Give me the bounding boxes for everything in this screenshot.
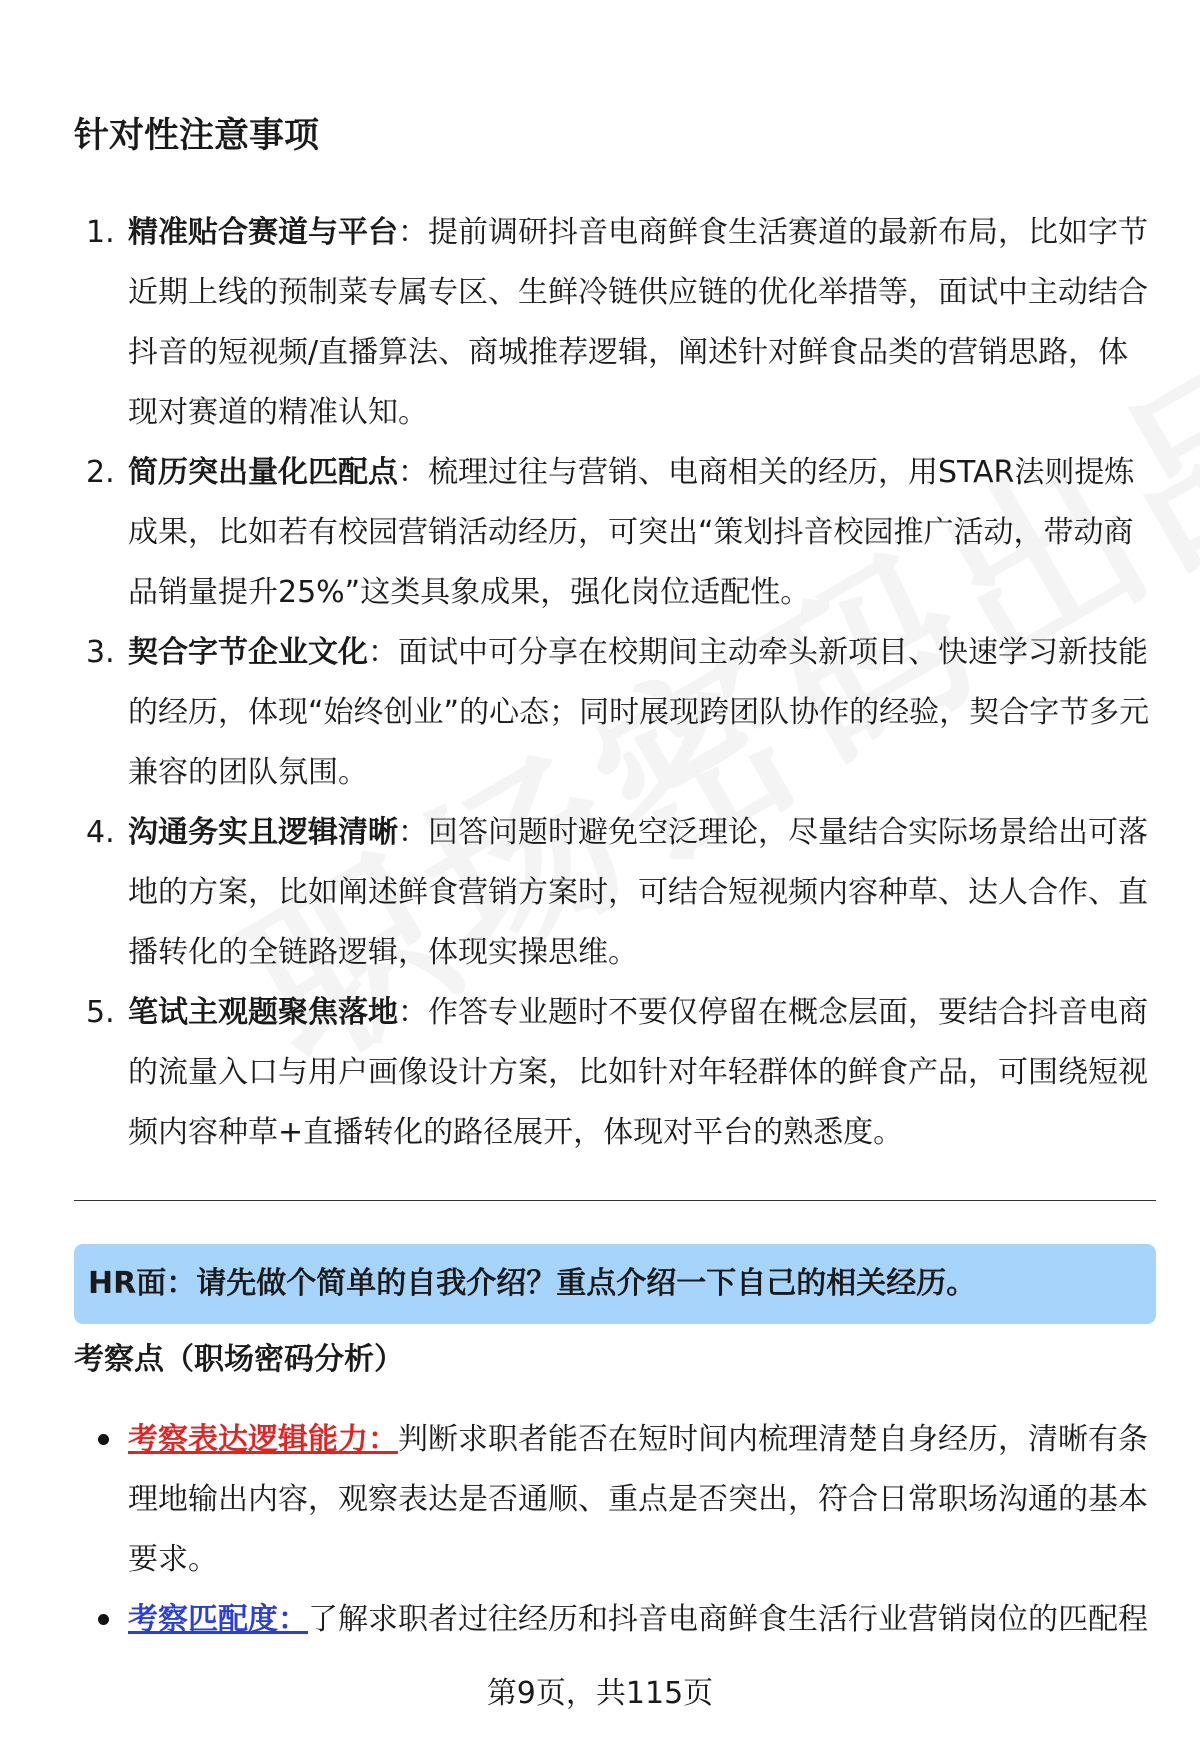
item-body: ：提前调研抖音电商鲜食生活赛道的最新布局，比如字节近期上线的预制菜专属专区、生鲜冷链供应链的优化举措等，面试中主动结合抖音的短视频/直播算法、商城推荐逻辑，阐述针对鲜食品类的营销思路，体现对赛道的精准认知。 [128, 215, 1148, 430]
bullet-icon [98, 1434, 109, 1445]
analysis-text: 判断求职者能否在短时间内梳理清楚自身经历，清晰有条理地输出内容，观察表达是否通顺、重点是否突出，符合日常职场沟通的基本要求。 [128, 1422, 1148, 1577]
bullet-icon [98, 1614, 109, 1625]
item-heading: 沟通务实且逻辑清晰 [128, 815, 398, 850]
list-number: 1. [86, 215, 115, 250]
list-item [74, 803, 1154, 983]
section-divider [74, 1200, 1156, 1201]
question-text: HR面：请先做个简单的自我介绍？重点介绍一下自己的相关经历。 [88, 1266, 977, 1301]
item-body: ：梳理过往与营销、电商相关的经历，用STAR法则提炼成果，比如若有校园营销活动经历，可突出“策划抖音校园推广活动，带动商品销量提升25%”这类具象成果，强化岗位适配性。 [128, 455, 1135, 610]
item-heading: 精准贴合赛道与平台 [128, 215, 398, 250]
section-title: 针对性注意事项 [74, 116, 320, 156]
list-number: 2. [86, 455, 115, 490]
question-banner [74, 1244, 1156, 1324]
list-item [74, 203, 1154, 443]
item-body: ：作答专业题时不要仅停留在概念层面，要结合抖音电商的流量入口与用户画像设计方案，比如针对年轻群体的鲜食产品，可围绕短视频内容种草+直播转化的路径展开，体现对平台的熟悉度。 [128, 995, 1148, 1150]
list-number: 5. [86, 995, 115, 1030]
analysis-label-link[interactable]: 考察表达逻辑能力： [128, 1422, 398, 1457]
list-item [74, 1590, 1154, 1650]
analysis-text: 了解求职者过往经历和抖音电商鲜食生活行业营销岗位的匹配程 [308, 1602, 1148, 1637]
item-heading: 简历突出量化匹配点 [128, 455, 398, 490]
list-number: 3. [86, 635, 115, 670]
numbered-list [74, 203, 1154, 1163]
list-item [74, 623, 1154, 803]
analysis-list [74, 1410, 1154, 1650]
item-heading: 笔试主观题聚焦落地 [128, 995, 398, 1030]
analysis-label-link[interactable]: 考察匹配度： [128, 1602, 308, 1637]
page-number: 第9页，共115页 [486, 1676, 714, 1711]
item-body: ：面试中可分享在校期间主动牵头新项目、快速学习新技能的经历，体现“始终创业”的心态；同时展现跨团队协作的经验，契合字节多元兼容的团队氛围。 [128, 635, 1150, 790]
item-heading: 契合字节企业文化 [128, 635, 368, 670]
list-item [74, 1410, 1154, 1590]
item-body: ：回答问题时避免空泛理论，尽量结合实际场景给出可落地的方案，比如阐述鲜食营销方案时，可结合短视频内容种草、达人合作、直播转化的全链路逻辑，体现实操思维。 [128, 815, 1148, 970]
list-number: 4. [86, 815, 115, 850]
list-item [74, 983, 1154, 1163]
analysis-title: 考察点（职场密码分析） [74, 1342, 404, 1377]
list-item [74, 443, 1154, 623]
